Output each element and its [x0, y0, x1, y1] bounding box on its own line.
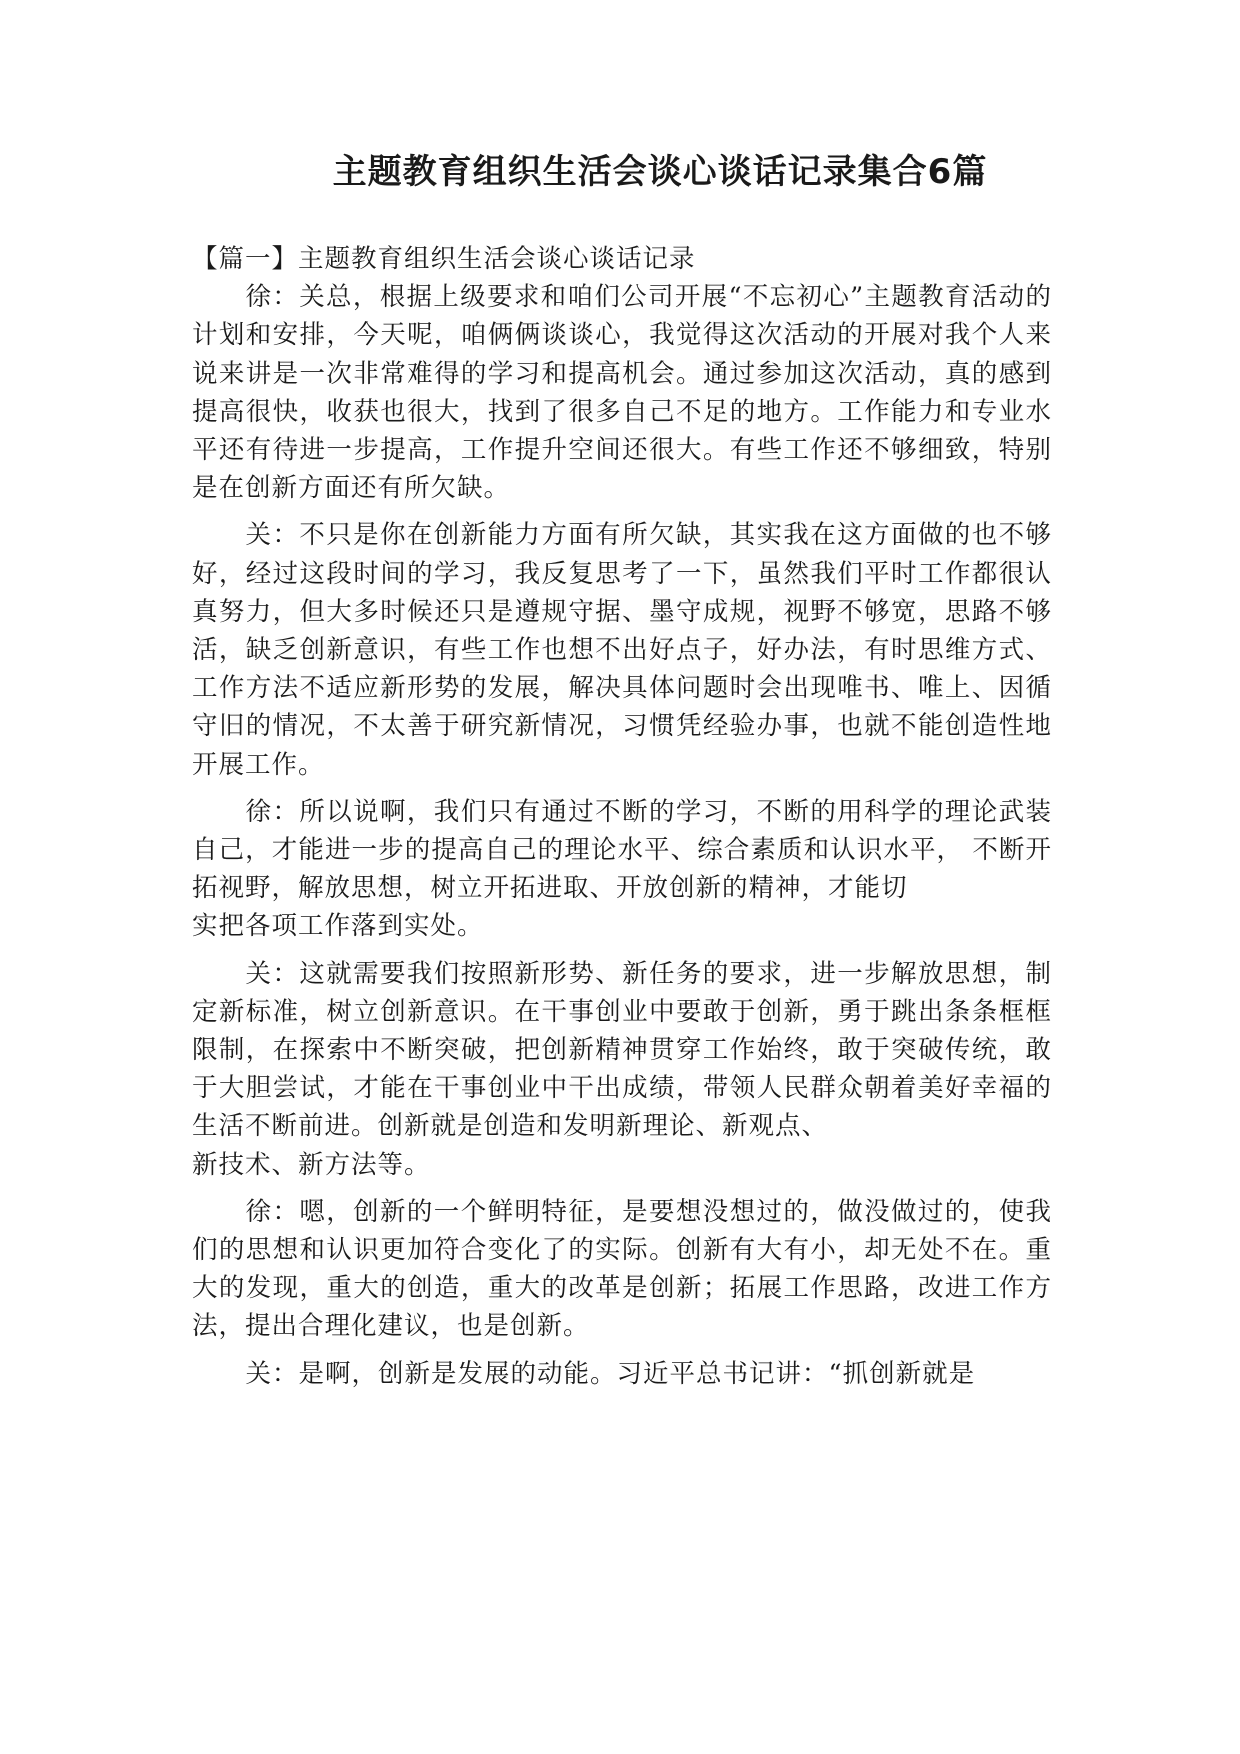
paragraph-3-continuation: 实把各项工作落到实处。	[192, 911, 484, 942]
paragraph-5: 徐：嗯，创新的一个鲜明特征，是要想没想过的，做没做过的，使我们的思想和认识更加符合变化了的实际。创新有大有小，却无处不在。重大的发现，重大的创造，重大的改革是创新；拓展工作思路，改进工作方法，提出合理化建议，也是创新。	[192, 1196, 1052, 1342]
document-title: 主题教育组织生活会谈心谈话记录集合6篇	[332, 152, 988, 192]
paragraph-2: 关：不只是你在创新能力方面有所欠缺，其实我在这方面做的也不够好，经过这段时间的学习，我反复思考了一下，虽然我们平时工作都很认真努力，但大多时候还只是遵规守据、墨守成规，视野不够宽，思路不够活，缺乏创新意识，有些工作也想不出好点子，好办法，有时思维方式、工作方法不适应新形势的发展，解决具体问题时会出现唯书、唯上、因循守旧的情况，不太善于研究新情况，习惯凭经验办事，也就不能创造性地开展工作。	[192, 520, 1052, 780]
paragraph-4-text: 关：这就需要我们按照新形势、新任务的要求，进一步解放思想，制定新标准，树立创新意识。在干事创业中要敢于创新，勇于跳出条条框框限制，在探索中不断突破，把创新精神贯穿工作始终，敢于突破传统，敢于大胆尝试，才能在干事创业中干出成绩，带领人民群众朝着美好幸福的生活不断前进。创新就是创造和发明新理论、新观点、	[192, 958, 1052, 1142]
paragraph-3	[192, 793, 1052, 908]
paragraph-4-continuation: 新技术、新方法等。	[192, 1149, 431, 1180]
paragraph-4	[192, 955, 1052, 1146]
paragraph-1: 徐：关总，根据上级要求和咱们公司开展“不忘初心”主题教育活动的计划和安排，今天呢，咱俩俩谈谈心，我觉得这次活动的开展对我个人来说来讲是一次非常难得的学习和提高机会。通过参加这次活动，真的感到提高很快，收获也很大，找到了很多自己不足的地方。工作能力和专业水平还有待进一步提高，工作提升空间还很大。有些工作还不够细致，特别是在创新方面还有所欠缺。	[192, 282, 1052, 504]
paragraph-3-text: 徐：所以说啊，我们只有通过不断的学习，不断的用科学的理论武装自己，才能进一步的提高自己的理论水平、综合素质和认识水平， 不断开拓视野，解放思想，树立开拓进取、开放创新的精神，才能切	[192, 796, 1052, 904]
document-body	[192, 240, 1052, 1402]
paragraph-6: 关：是啊，创新是发展的动能。习近平总书记讲：“抓创新就是	[245, 1358, 976, 1389]
section-heading: 【篇一】主题教育组织生活会谈心谈话记录	[192, 244, 696, 274]
